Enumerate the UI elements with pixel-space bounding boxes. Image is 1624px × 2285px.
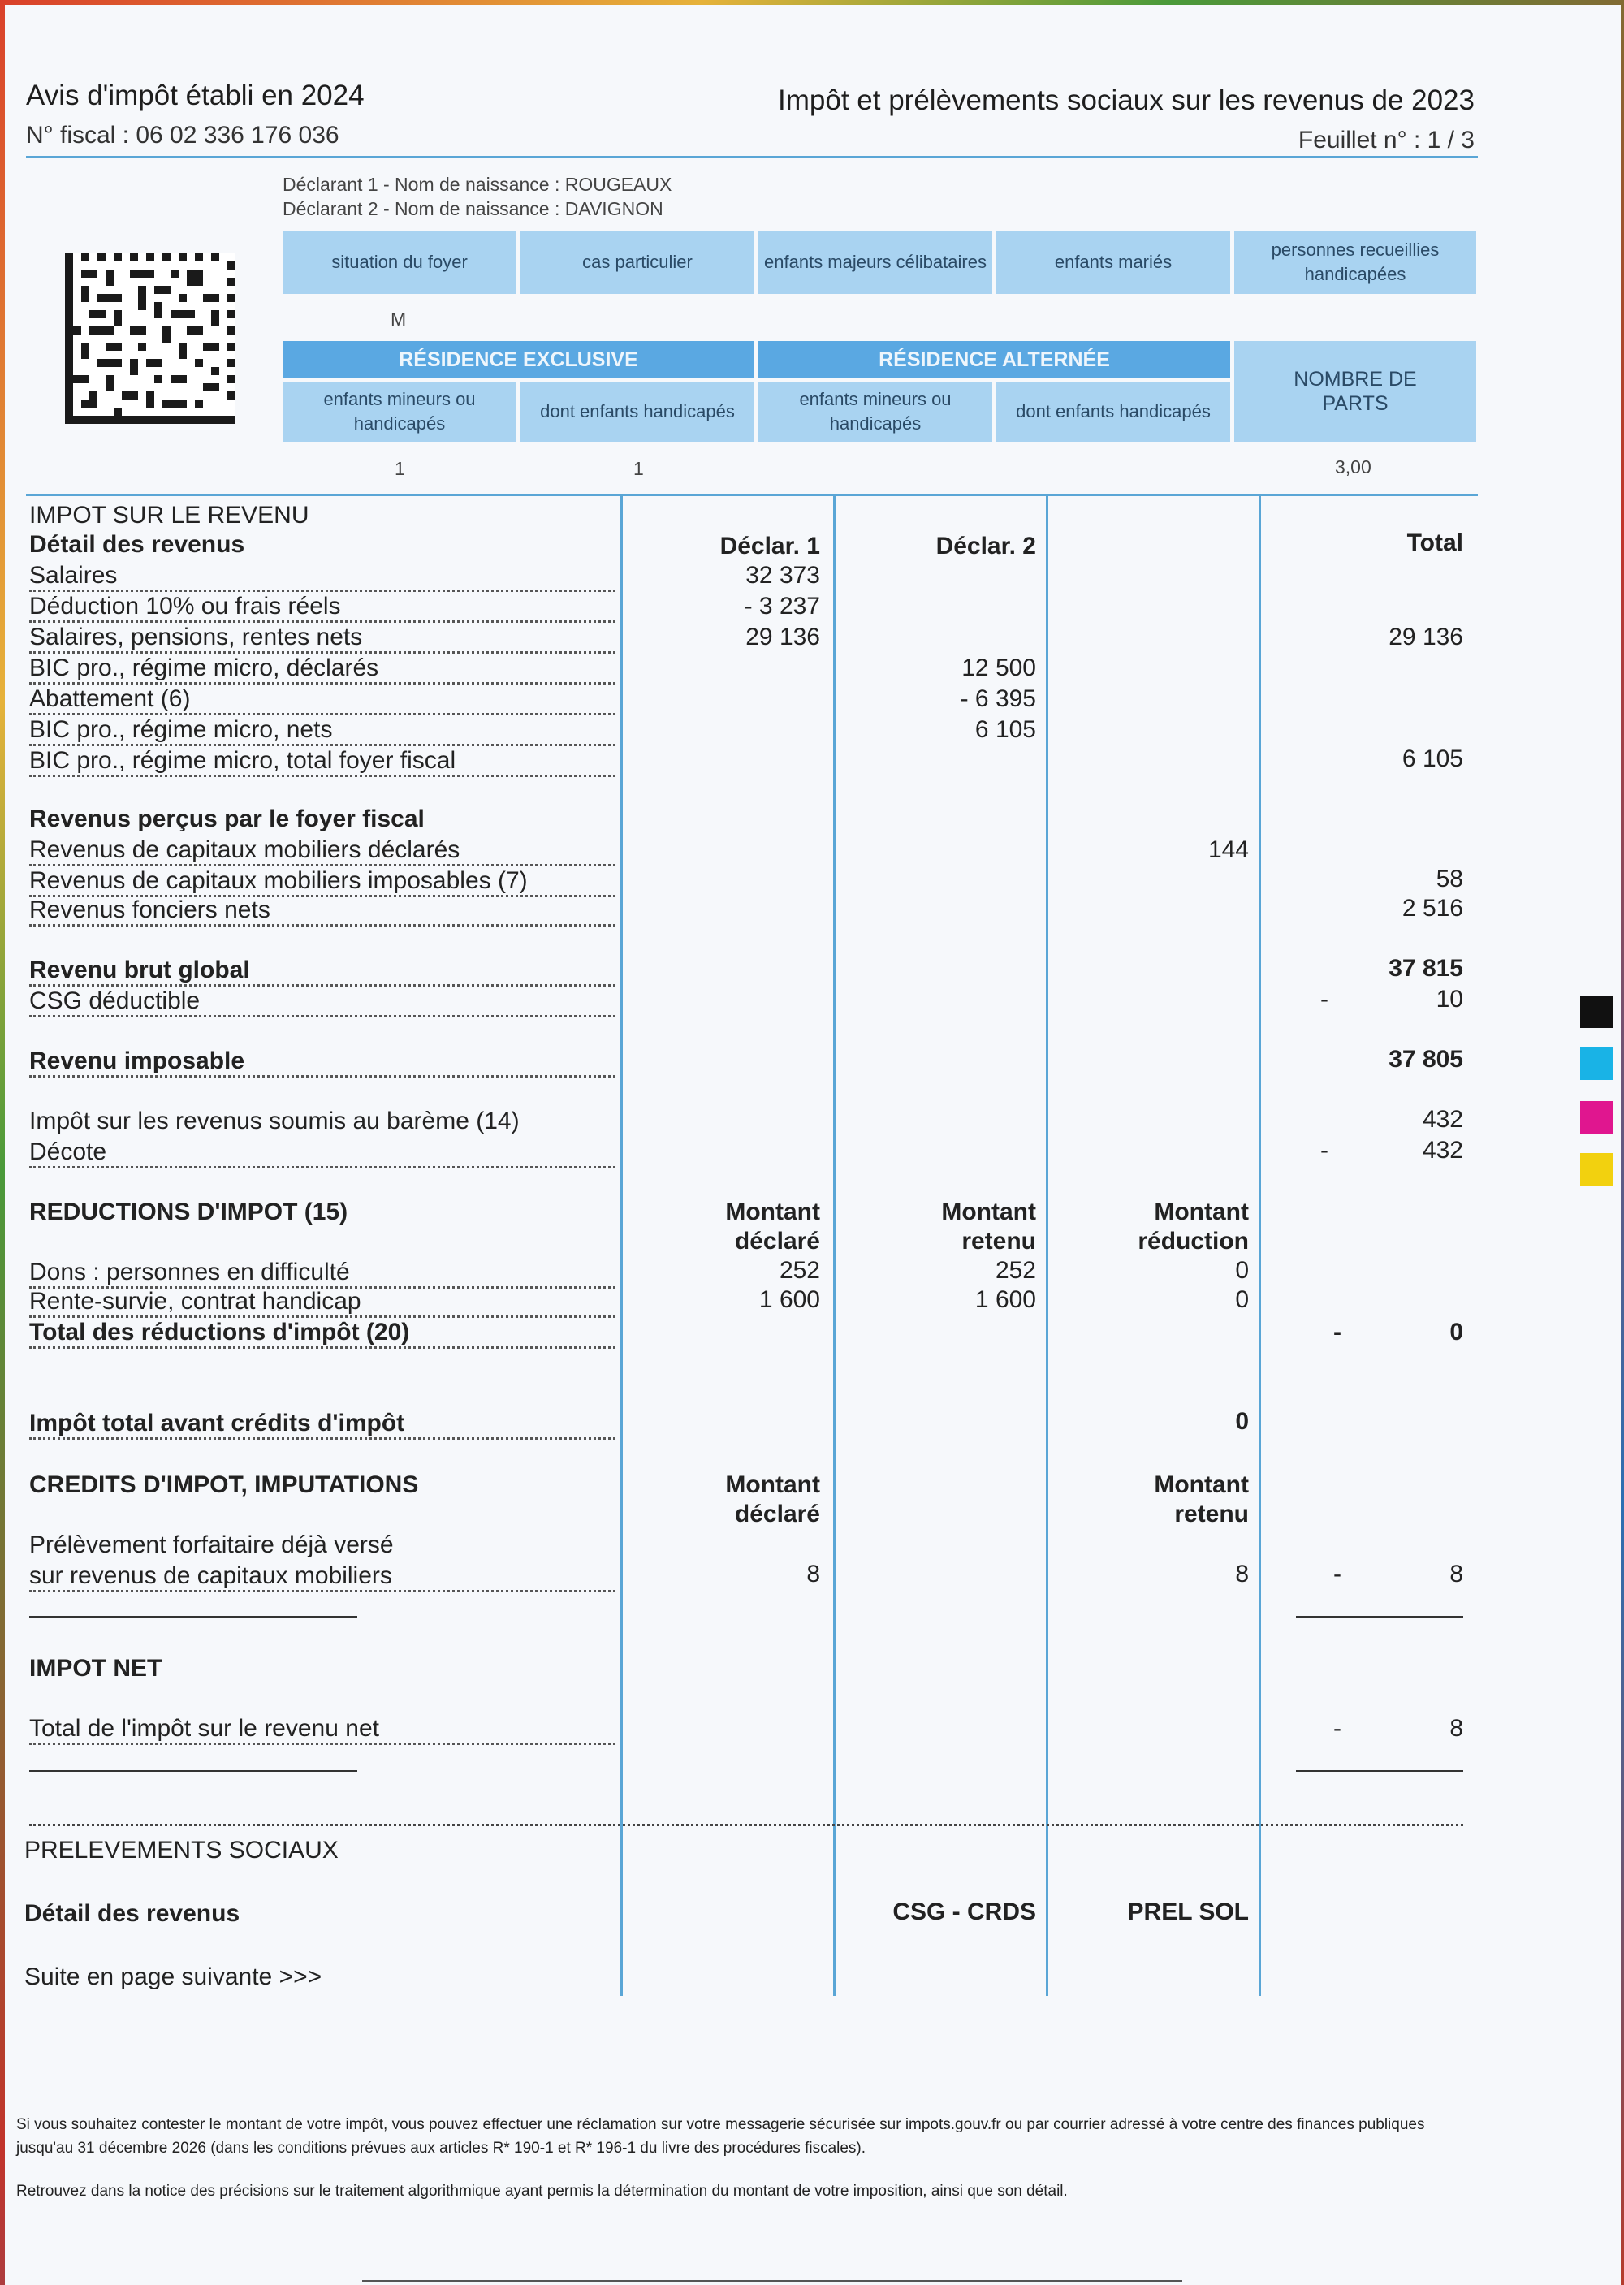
- situation-value: M: [391, 309, 407, 330]
- hdr-cas-particulier: cas particulier: [520, 231, 754, 294]
- residence-alternee-header: RÉSIDENCE ALTERNÉE: [758, 341, 1230, 378]
- red-col-reduction-2: réduction: [1138, 1228, 1249, 1255]
- cred-row-sign: -: [1333, 1561, 1341, 1587]
- tax-notice-page: [5, 5, 1621, 2285]
- col-csg-crds: CSG - CRDS: [892, 1898, 1036, 1925]
- hdr-personnes-recueillies: personnes recueillies handicapées: [1234, 231, 1476, 294]
- parts-value: 3,00: [1335, 456, 1371, 477]
- red-col-reduction-1: Montant: [1154, 1199, 1249, 1225]
- row-salaires-nets-total: 29 136: [1389, 624, 1463, 650]
- red-row-rente-retenu: 1 600: [974, 1286, 1036, 1313]
- cred-row-declare: 8: [806, 1561, 820, 1587]
- col-prel-sol: PREL SOL: [1127, 1898, 1249, 1925]
- row-decote-label: Décote: [29, 1138, 615, 1168]
- header-rule: [26, 156, 1478, 158]
- red-col-declare-1: Montant: [725, 1199, 820, 1225]
- excl-enfants-value: 1: [395, 458, 405, 479]
- red-row-dons-label: Dons : personnes en difficulté: [29, 1259, 615, 1289]
- swatch-magenta: [1580, 1101, 1613, 1134]
- col-declar1: Déclar. 1: [719, 533, 820, 559]
- row-bic-total-total: 6 105: [1402, 745, 1463, 772]
- hdr-alt-dont-handicapes: dont enfants handicapés: [996, 382, 1230, 442]
- hdr-nombre-de-parts: NOMBRE DE PARTS: [1234, 341, 1476, 442]
- impot-net-label: Total de l'impôt sur le revenu net: [29, 1715, 615, 1745]
- swatch-cyan: [1580, 1047, 1613, 1080]
- prelevements-detail: Détail des revenus: [24, 1900, 240, 1927]
- cred-row-retenu: 8: [1235, 1561, 1249, 1587]
- row-abattement-d2: - 6 395: [960, 685, 1036, 712]
- row-rbg-total: 37 815: [1389, 955, 1463, 982]
- row-fonciers-label: Revenus fonciers nets: [29, 896, 615, 927]
- row-rcm-imposables-label: Revenus de capitaux mobiliers imposables (7): [29, 867, 615, 897]
- cred-row-label-2: sur revenus de capitaux mobiliers: [29, 1562, 615, 1592]
- hdr-alt-enfants-mineurs: enfants mineurs ou handicapés: [758, 382, 992, 442]
- red-col-retenu-2: retenu: [961, 1228, 1036, 1255]
- cred-col-declare-1: Montant: [725, 1471, 820, 1498]
- impot-net-sign: -: [1333, 1715, 1341, 1742]
- impot-net-rule-right: [1296, 1770, 1463, 1772]
- avant-credits-value: 0: [1235, 1408, 1249, 1435]
- red-total-label: Total des réductions d'impôt (20): [29, 1319, 615, 1349]
- residence-exclusive-header: RÉSIDENCE EXCLUSIVE: [283, 341, 754, 378]
- red-row-rente-label: Rente-survie, contrat handicap: [29, 1288, 615, 1318]
- legal-contest-text: Si vous souhaitez contester le montant de votre impôt, vous pouvez effectuer une réclamation sur votre messagerie sécurisée sur impots.gouv.fr ou par courrier adressé à votre centre des finances publiques jusqu'au 31 décembre 2026 (dans les conditions prévues aux articles R* 190-1 et R* 196-1 du livre des procédures fiscales).: [16, 2116, 1425, 2157]
- prelevements-separator: [29, 1824, 1463, 1826]
- hdr-enfants-majeurs: enfants majeurs célibataires: [758, 231, 992, 294]
- row-salaires-label: Salaires: [29, 562, 615, 592]
- red-col-declare-2: déclaré: [734, 1228, 820, 1255]
- fiscal-number: N° fiscal : 06 02 336 176 036: [26, 122, 339, 149]
- row-deduction-d1: - 3 237: [744, 593, 820, 620]
- hdr-situation-foyer: situation du foyer: [283, 231, 516, 294]
- notice-subject: Impôt et prélèvements sociaux sur les revenus de 2023: [778, 84, 1475, 116]
- col-total: Total: [1406, 529, 1463, 556]
- hdr-enfants-maries: enfants mariés: [996, 231, 1230, 294]
- row-bareme-total: 432: [1422, 1106, 1463, 1133]
- excl-handicapes-value: 1: [633, 458, 644, 479]
- suite-page-suivante: Suite en page suivante >>>: [24, 1963, 322, 1990]
- cred-row-total: 8: [1449, 1561, 1463, 1587]
- row-rbg-label: Revenu brut global: [29, 957, 615, 987]
- row-csg-total: 10: [1436, 986, 1463, 1013]
- row-bic-declares-label: BIC pro., régime micro, déclarés: [29, 654, 615, 685]
- cred-col-retenu-1: Montant: [1154, 1471, 1249, 1498]
- declarant-1: Déclarant 1 - Nom de naissance : ROUGEAUX: [283, 174, 672, 195]
- cred-row-label-1: Prélèvement forfaitaire déjà versé: [29, 1531, 394, 1558]
- row-rcm-declares-d3: 144: [1207, 836, 1249, 863]
- row-rcm-imposables-total: 58: [1436, 866, 1463, 892]
- row-decote-sign: -: [1320, 1137, 1328, 1164]
- row-rcm-declares-label: Revenus de capitaux mobiliers déclarés: [29, 836, 615, 866]
- sheet-number: Feuillet n° : 1 / 3: [1298, 127, 1475, 153]
- notice-title: Avis d'impôt établi en 2024: [26, 80, 365, 111]
- row-abattement-label: Abattement (6): [29, 685, 615, 715]
- foyer-title: Revenus perçus par le foyer fiscal: [29, 806, 425, 832]
- col-divider-4: [1259, 495, 1261, 1996]
- row-deduction-label: Déduction 10% ou frais réels: [29, 593, 615, 623]
- row-csg-sign: -: [1320, 986, 1328, 1013]
- row-bic-declares-d2: 12 500: [961, 654, 1036, 681]
- row-decote-total: 432: [1422, 1137, 1463, 1164]
- red-row-rente-declare: 1 600: [758, 1286, 820, 1313]
- legal-notice-text: Retrouvez dans la notice des précisions sur le traitement algorithmique ayant permis la détermination du montant de votre imposition, ainsi que son détail.: [16, 2183, 1068, 2200]
- reductions-title: REDUCTIONS D'IMPOT (15): [29, 1199, 348, 1225]
- avant-credits-label: Impôt total avant crédits d'impôt: [29, 1410, 615, 1440]
- impot-net-value: 8: [1449, 1715, 1463, 1742]
- red-total-sign: -: [1333, 1319, 1341, 1346]
- impot-net-title: IMPOT NET: [29, 1655, 162, 1682]
- swatch-yellow: [1580, 1153, 1613, 1186]
- col-declar2: Déclar. 2: [935, 533, 1036, 559]
- section-impot-revenu: IMPOT SUR LE REVENU: [29, 502, 309, 529]
- cred-col-declare-2: déclaré: [734, 1501, 820, 1527]
- declarant-2: Déclarant 2 - Nom de naissance : DAVIGNON: [283, 198, 663, 219]
- red-col-retenu-1: Montant: [941, 1199, 1036, 1225]
- row-salaires-d1: 32 373: [745, 562, 820, 589]
- red-row-rente-reduction: 0: [1235, 1286, 1249, 1313]
- row-salaires-nets-d1: 29 136: [745, 624, 820, 650]
- row-fonciers-total: 2 516: [1402, 895, 1463, 922]
- swatch-black: [1580, 996, 1613, 1028]
- credits-rule-left: [29, 1616, 357, 1618]
- red-row-dons-retenu: 252: [995, 1257, 1036, 1284]
- impot-net-rule-left: [29, 1770, 357, 1772]
- credits-title: CREDITS D'IMPOT, IMPUTATIONS: [29, 1471, 419, 1498]
- row-bic-total-label: BIC pro., régime micro, total foyer fiscal: [29, 747, 615, 777]
- datamatrix-code-icon: [65, 253, 235, 424]
- row-bic-nets-d2: 6 105: [974, 716, 1036, 743]
- red-row-dons-reduction: 0: [1235, 1257, 1249, 1284]
- row-csg-label: CSG déductible: [29, 987, 615, 1017]
- red-total-value: 0: [1449, 1319, 1463, 1346]
- row-salaires-nets-label: Salaires, pensions, rentes nets: [29, 624, 615, 654]
- hdr-excl-dont-handicapes: dont enfants handicapés: [520, 382, 754, 442]
- detail-revenus-title: Détail des revenus: [29, 531, 245, 558]
- hdr-excl-enfants-mineurs: enfants mineurs ou handicapés: [283, 382, 516, 442]
- row-bic-nets-label: BIC pro., régime micro, nets: [29, 716, 615, 746]
- bottom-rule: [362, 2280, 1182, 2282]
- row-ri-label: Revenu imposable: [29, 1047, 615, 1078]
- row-bareme-label: Impôt sur les revenus soumis au barème (14): [29, 1108, 520, 1134]
- row-ri-total: 37 805: [1389, 1046, 1463, 1073]
- credits-rule-right: [1296, 1616, 1463, 1618]
- cred-col-retenu-2: retenu: [1174, 1501, 1249, 1527]
- red-row-dons-declare: 252: [779, 1257, 820, 1284]
- prelevements-title: PRELEVEMENTS SOCIAUX: [24, 1837, 339, 1864]
